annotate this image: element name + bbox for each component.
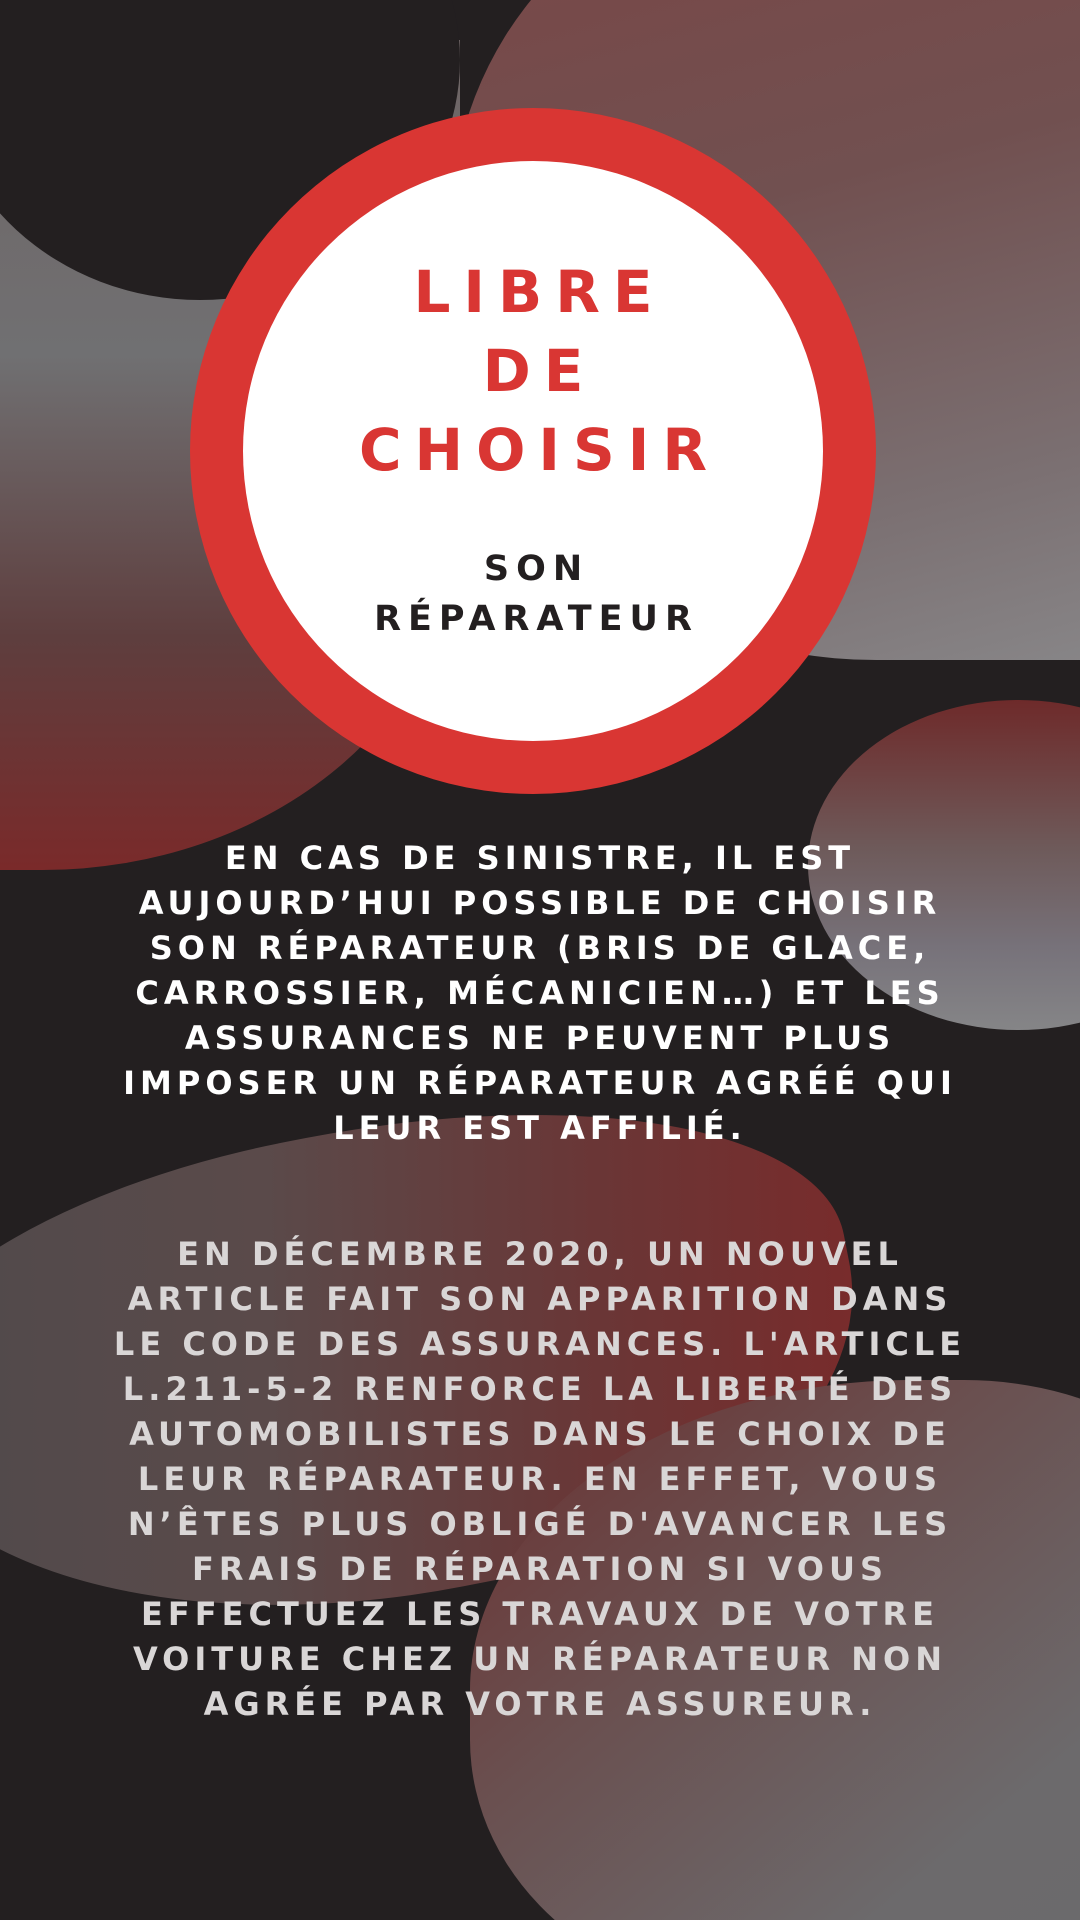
intro-paragraph: EN CAS DE SINISTRE, IL EST AUJOURD’HUI POSSIBLE DE CHOISIR SON RÉPARATEUR (BRIS DE GLACE, CARROSSIER, MÉCANICIEN…) ET LES ASSURANCES NE PEUVENT PLUS IMPOSER UN RÉPARATEUR AGRÉÉ QUI LEUR EST AFFILIÉ. (123, 839, 957, 1147)
badge-subtitle-line: SON (483, 549, 590, 589)
badge-title-line: LIBRE (413, 258, 666, 326)
badge-title-line: DE (482, 337, 597, 405)
badge-subtitle-line: RÉPARATEUR (374, 599, 699, 639)
badge-title (346, 253, 720, 490)
law-paragraph: EN DÉCEMBRE 2020, UN NOUVEL ARTICLE FAIT SON APPARITION DANS LE CODE DES ASSURANCES. L'ARTICLE L.211-5-2 RENFORCE LA LIBERTÉ DES AUTOMOBILISTES DANS LE CHOIX DE LEUR RÉPARATEUR. EN EFFET, VOUS N’ÊTES PLUS OBLIGÉ D'AVANCER LES FRAIS DE RÉPARATION SI VOUS EFFECTUEZ LES TRAVAUX DE VOTRE VOITURE CHEZ UN RÉPARATEUR NON AGRÉE PAR VOTRE ASSUREUR. (113, 1235, 967, 1723)
badge-title-line: CHOISIR (358, 416, 720, 484)
badge-ring (190, 108, 876, 794)
badge-disc (243, 161, 823, 741)
badge-subtitle (367, 544, 699, 644)
